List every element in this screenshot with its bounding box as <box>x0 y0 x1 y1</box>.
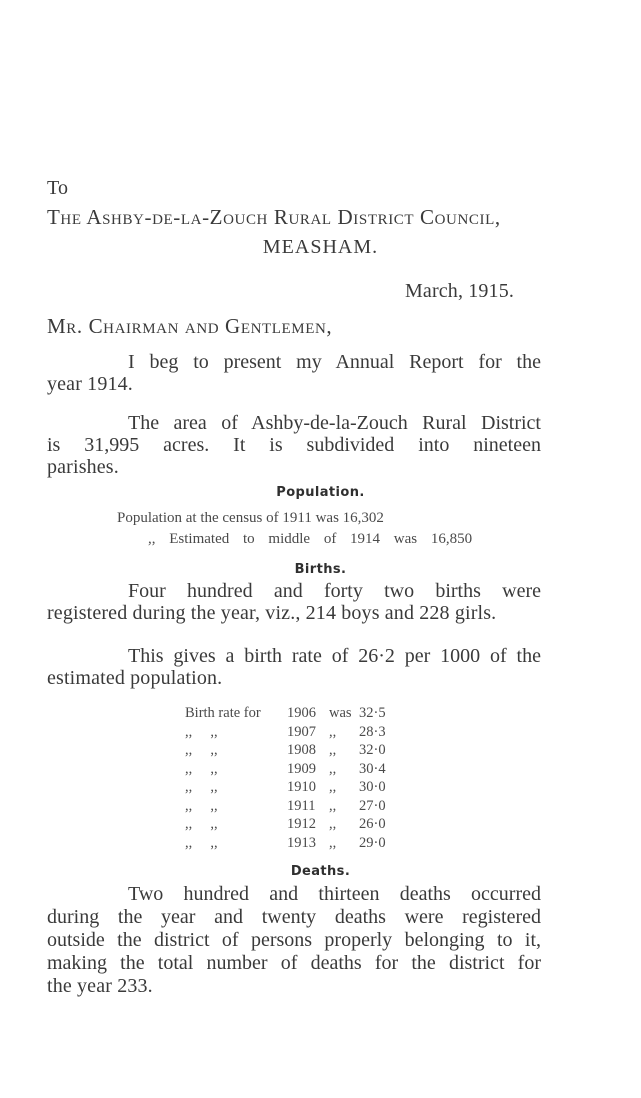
birth-rate-value: 30·0 <box>359 779 386 795</box>
birth-rate-was: ,, <box>329 742 337 758</box>
birth-rate-label: ,, ,, <box>185 797 218 814</box>
birth-rate-value: 30·4 <box>359 760 386 777</box>
population-estimate: ,, Estimated to middle of 1914 was 16,850 <box>148 531 473 547</box>
birth-rate-label: ,, ,, <box>185 816 218 832</box>
birth-rate-value: 32·0 <box>359 742 386 758</box>
birth-rate-label: ,, ,, <box>185 760 218 777</box>
birth-rate-year: 1909 <box>287 760 316 777</box>
birth-rate-was: ,, <box>329 834 337 851</box>
birth-rate-row <box>183 760 399 779</box>
birth-rate-year: 1908 <box>287 742 316 758</box>
population-heading: Population. <box>276 485 365 500</box>
birth-rate-label: Birth rate for <box>185 705 261 721</box>
birth-rate-year: 1913 <box>287 834 316 851</box>
birth-rate-year: 1907 <box>287 723 316 740</box>
addressee-to: To <box>47 177 69 199</box>
birth-rate-label: ,, ,, <box>185 723 218 740</box>
birth-rate-was: ,, <box>329 797 337 814</box>
birth-rate-row <box>183 704 399 723</box>
birth-rate-row <box>183 815 399 834</box>
deaths-heading: Deaths. <box>290 864 351 879</box>
birth-rate-row <box>183 723 399 742</box>
birth-rate-row <box>183 797 399 816</box>
births-line-1: Four hundred and forty two births were <box>128 580 541 602</box>
birth-rate-row <box>183 741 399 760</box>
birth-rate-value: 28·3 <box>359 723 386 740</box>
birth-rate-year: 1911 <box>287 797 316 814</box>
birth-rate-year: 1912 <box>287 816 316 832</box>
births-heading: Births. <box>294 562 347 577</box>
population-census: Population at the census of 1911 was 16,302 <box>117 510 384 526</box>
area-line-1: The area of Ashby-de-la-Zouch Rural District <box>128 412 541 434</box>
birth-rate-label: ,, ,, <box>185 834 218 851</box>
birth-rate-line-2: estimated population. <box>47 667 223 689</box>
birth-rate-line-1: This gives a birth rate of 26·2 per 1000 of the <box>128 645 541 667</box>
birth-rate-year: 1910 <box>287 779 316 795</box>
births-line-2: registered during the year, viz., 214 boys and 228 girls. <box>47 602 497 624</box>
birth-rate-value: 29·0 <box>359 834 386 851</box>
birth-rate-was: was <box>329 705 352 721</box>
birth-rate-row <box>183 778 399 797</box>
salutation: Mr. Chairman and Gentlemen, <box>47 314 333 338</box>
deaths-line-1: Two hundred and thirteen deaths occurred <box>128 883 541 905</box>
intro-line-1: I beg to present my Annual Report for the <box>128 351 541 373</box>
deaths-line-5: the year 233. <box>47 975 153 997</box>
birth-rate-value: 26·0 <box>359 816 386 832</box>
area-line-3: parishes. <box>47 456 119 478</box>
deaths-line-4: making the total number of deaths for the district for <box>47 952 541 974</box>
report-date: March, 1915. <box>405 280 514 302</box>
birth-rate-was: ,, <box>329 723 337 740</box>
birth-rate-value: 32·5 <box>359 705 386 721</box>
birth-rate-label: ,, ,, <box>185 779 218 795</box>
intro-line-2: year 1914. <box>47 373 133 395</box>
birth-rate-row <box>183 834 399 853</box>
place-name: MEASHAM. <box>262 236 379 258</box>
birth-rate-year: 1906 <box>287 705 316 721</box>
birth-rate-was: ,, <box>329 760 337 777</box>
deaths-line-3: outside the district of persons properly belonging to it, <box>47 929 541 951</box>
birth-rate-table <box>183 704 399 852</box>
area-line-2: is 31,995 acres. It is subdivided into nineteen <box>47 434 541 456</box>
birth-rate-was: ,, <box>329 816 337 832</box>
deaths-line-2: during the year and twenty deaths were registered <box>47 906 541 928</box>
birth-rate-label: ,, ,, <box>185 742 218 758</box>
birth-rate-was: ,, <box>329 779 337 795</box>
council-name: The Ashby-de-la-Zouch Rural District Council, <box>47 205 501 229</box>
birth-rate-value: 27·0 <box>359 797 386 814</box>
